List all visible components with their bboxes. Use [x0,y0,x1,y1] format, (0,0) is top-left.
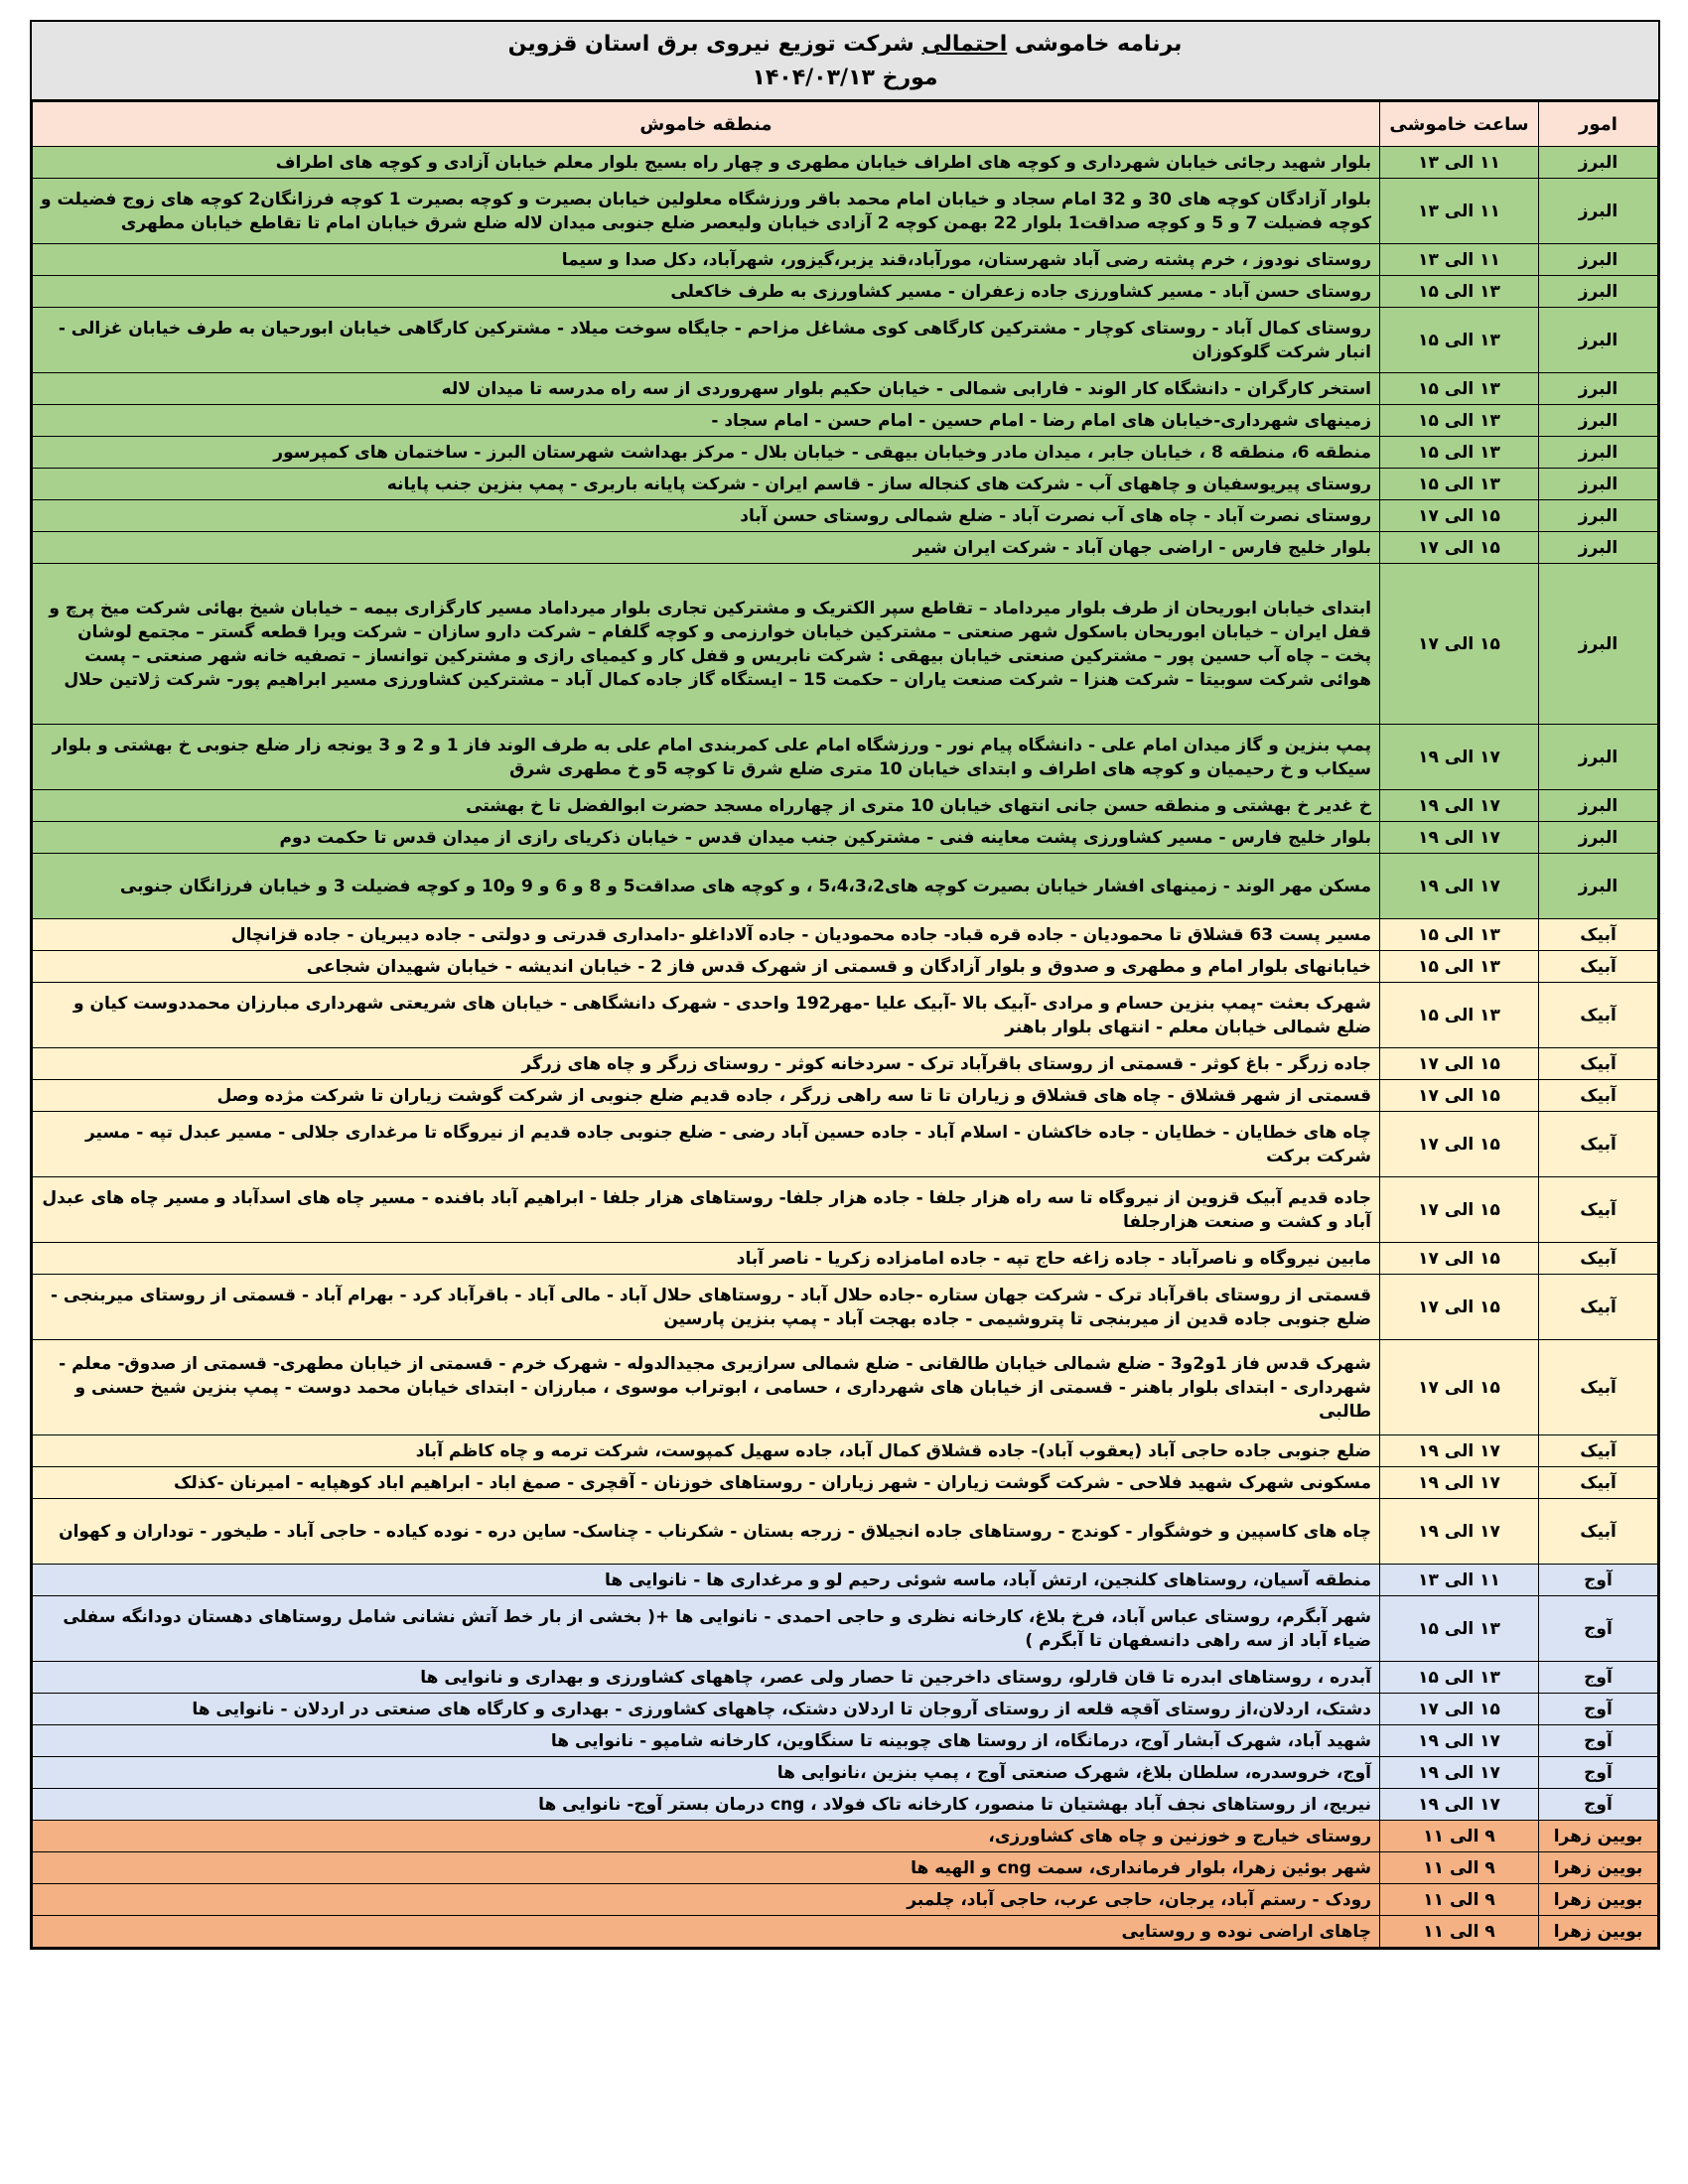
table-row [33,1821,1658,1852]
hours-cell: ۱۳ الی ۱۵ [1380,469,1539,500]
table-header-row [33,102,1658,147]
table-row [33,1884,1658,1916]
area-cell: رودک - رستم آباد، یرجان، حاجی عرب، حاجی آباد، چلمبر [33,1884,1380,1916]
hours-cell: ۹ الی ۱۱ [1380,1916,1539,1948]
table-row [33,1852,1658,1884]
area-cell: پمپ بنزین و گاز میدان امام علی - دانشگاه پیام نور - ورزشگاه امام علی کمربندی امام علی به طرف الوند فاز 1 و 2 و 3 یونجه زار ضلع جنوبی خ بهشتی و بلوار سیکاب و خ رحیمیان و کوچه های اطراف و ابتدای خیابان 10 متری ضلع شرق تا کوچه 5و خ مطهری شرق [33,725,1380,790]
division-cell: البرز [1539,405,1658,437]
area-cell: ضلع جنوبی جاده حاجی آباد (یعقوب آباد)- جاده قشلاق کمال آباد، جاده سهیل کمپوست، شرکت ترمه و چاه کاظم آباد [33,1435,1380,1467]
hours-cell: ۹ الی ۱۱ [1380,1852,1539,1884]
hours-cell: ۱۵ الی ۱۷ [1380,1048,1539,1080]
hours-cell: ۱۵ الی ۱۷ [1380,1694,1539,1725]
table-row [33,1694,1658,1725]
hours-cell: ۱۵ الی ۱۷ [1380,1112,1539,1177]
title-block [32,22,1658,101]
division-cell: البرز [1539,822,1658,854]
table-row [33,790,1658,822]
area-cell: ابتدای خیابان ابوریحان از طرف بلوار میرداماد – تقاطع سپر الکتریک و مشترکین تجاری بلوار میرداماد مسیر کارگزاری بیمه – خیابان شیخ بهائی شرکت میخ پرچ و قفل ایران – خیابان ابوریحان باسکول شهر صنعتی – مشترکین خیابان خوارزمی و کوچه گلفام – شرکت دارو سازان – شرکت ویرا قطعه گستر – مجتمع لوشان پخت – چاه آب حسین پور – مشترکین صنعتی خیابان بیهقی : شرکت نابریس و قفل کار و کیمیای رازی و مشترکین توانساز – تصفیه خانه شهر صنعتی – پست هوائی شرکت سوبیتا – شرکت هنزا – شرکت صنعت یاران – حکمت 15 – ایستگاه گاز جاده کمال آباد – مشترکین کشاورزی مسیر ابراهیم پور- شرکت ژلاتین حلال [33,564,1380,725]
area-cell: شهید آباد، شهرک آبشار آوج، درمانگاه، از روستا های چوبینه تا سنگاوین، کارخانه شامپو - نانوایی ها [33,1725,1380,1757]
division-cell: البرز [1539,500,1658,532]
outage-table [32,101,1658,1948]
hours-cell: ۱۳ الی ۱۵ [1380,983,1539,1048]
date-line [32,62,1658,95]
area-cell: چاه های خطایان - خطایان - جاده خاکشان - اسلام آباد - جاده حسین آباد رضی - ضلع جنوبی جاده قدیم از نیروگاه تا مرغداری جلالی - مسیر عبدل تپه - مسیر شرکت برکت [33,1112,1380,1177]
table-row [33,1435,1658,1467]
area-cell: جاده قدیم آبیک قزوین از نیروگاه تا سه راه هزار جلفا - جاده هزار جلفا- روستاهای هزار جلفا - ابراهیم آباد بافنده - مسیر چاه های اسدآباد و مسیر چاه های عبدل آباد و کشت و صنعت هزارجلفا [33,1177,1380,1243]
area-cell: نیریج، از روستاهای نجف آباد بهشتیان تا منصور، کارخانه تاک فولاد ، cng درمان بستر آوج- نانوایی ها [33,1789,1380,1821]
area-cell: منطقه آسیان، روستاهای کلنجین، ارتش آباد، ماسه شوئی رحیم لو و مرغداری ها - نانوایی ها [33,1565,1380,1596]
hours-cell: ۱۷ الی ۱۹ [1380,1789,1539,1821]
area-cell: چاهای اراضی نوده و روستایی [33,1916,1380,1948]
area-cell: بلوار آزادگان کوچه های 30 و 32 امام سجاد و خیابان امام محمد باقر ورزشگاه معلولین خیابان بصیرت و کوچه بصیرت 1 کوچه فرزانگان2 کوچه های زوج فضیلت و کوچه فضیلت 7 و 5 و کوچه صداقت1 بلوار 22 بهمن کوچه 2 آزادی خیابان ولیعصر ضلع جنوبی میدان لاله ضلع شرق خیابان امام تا تقاطع خیابان مطهری [33,179,1380,244]
table-row [33,469,1658,500]
table-row [33,532,1658,564]
hours-cell: ۱۳ الی ۱۵ [1380,437,1539,469]
table-row [33,725,1658,790]
table-row [33,308,1658,373]
area-cell: بلوار خلیج فارس - مسیر کشاورزی پشت معاینه فنی - مشترکین جنب میدان قدس - خیابان ذکریای رازی از میدان قدس تا حکمت دوم [33,822,1380,854]
area-cell: استخر کارگران - دانشگاه کار الوند - فارابی شمالی - خیابان حکیم بلوار سهروردی از سه راه مدرسه تا میدان لاله [33,373,1380,405]
division-cell: البرز [1539,373,1658,405]
hours-cell: ۱۱ الی ۱۳ [1380,147,1539,179]
area-cell: بلوار خلیج فارس - اراضی جهان آباد - شرکت ایران شیر [33,532,1380,564]
division-cell: البرز [1539,437,1658,469]
division-cell: البرز [1539,725,1658,790]
hours-cell: ۱۵ الی ۱۷ [1380,532,1539,564]
division-cell: البرز [1539,564,1658,725]
division-cell: آبیک [1539,1467,1658,1499]
hours-cell: ۱۷ الی ۱۹ [1380,822,1539,854]
hours-cell: ۱۳ الی ۱۵ [1380,1596,1539,1662]
table-row [33,1243,1658,1275]
column-header-hours: ساعت خاموشی [1380,102,1539,147]
area-cell: روستای نصرت آباد - چاه های آب نصرت آباد - ضلع شمالی روستای حسن آباد [33,500,1380,532]
table-row [33,437,1658,469]
table-row [33,1789,1658,1821]
hours-cell: ۱۵ الی ۱۷ [1380,1177,1539,1243]
division-cell: آبیک [1539,1048,1658,1080]
column-header-area: منطقه خاموش [33,102,1380,147]
table-row [33,564,1658,725]
hours-cell: ۱۷ الی ۱۹ [1380,1467,1539,1499]
area-cell: روستای کمال آباد - روستای کوچار - مشترکین کارگاهی کوی مشاغل مزاحم - جایگاه سوخت میلاد - مشترکین کارگاهی خیابان ابورحیان به طرف خیابان غزالی - انبار شرکت گلوکوزان [33,308,1380,373]
table-row [33,1467,1658,1499]
area-cell: شهر بوئین زهرا، بلوار فرمانداری، سمت cng و الهیه ها [33,1852,1380,1884]
table-row [33,244,1658,276]
hours-cell: ۱۷ الی ۱۹ [1380,790,1539,822]
division-cell: آبیک [1539,1112,1658,1177]
table-row [33,1916,1658,1948]
area-cell: شهرک بعثت -پمپ بنزین حسام و مرادی -آبیک بالا -آبیک علیا -مهر192 واحدی - شهرک دانشگاهی - خیابان های شریعتی شهرداری مبارزان محمددوست کیان و ضلع شمالی خیابان معلم - انتهای بلوار باهنر [33,983,1380,1048]
table-row [33,373,1658,405]
table-body [33,147,1658,1948]
area-cell: روستای پیریوسفیان و چاههای آب - شرکت های کنجاله ساز - قاسم ایران - شرکت پایانه باربری - پمپ بنزین جنب پایانه [33,469,1380,500]
hours-cell: ۱۱ الی ۱۳ [1380,244,1539,276]
table-row [33,1112,1658,1177]
division-cell: البرز [1539,532,1658,564]
hours-cell: ۱۷ الی ۱۹ [1380,1725,1539,1757]
hours-cell: ۱۳ الی ۱۵ [1380,373,1539,405]
division-cell: بویین زهرا [1539,1821,1658,1852]
table-row [33,983,1658,1048]
area-cell: قسمتی از روستای باقرآباد ترک - شرکت جهان ستاره -جاده حلال آباد - روستاهای حلال آباد - مالی آباد - باقرآباد کرد - بهرام آباد - قسمتی از روستای میربنجی - ضلع جنوبی جاده قدین از میربنجی تا پتروشیمی - جاده بهجت آباد - پمپ بنزین پارسین [33,1275,1380,1340]
hours-cell: ۱۱ الی ۱۳ [1380,1565,1539,1596]
division-cell: آوج [1539,1789,1658,1821]
hours-cell: ۱۱ الی ۱۳ [1380,179,1539,244]
area-cell: جاده زرگر - باغ کوثر - قسمتی از روستای باقرآباد ترک - سردخانه کوثر - روستای زرگر و چاه های زرگر [33,1048,1380,1080]
area-cell: منطقه 6، منطقه 8 ، خیابان جابر ، میدان مادر وخیابان بیهقی - خیابان بلال - مرکز بهداشت شهرستان البرز - ساختمان های کمپرسور [33,437,1380,469]
table-row [33,1499,1658,1565]
division-cell: البرز [1539,854,1658,919]
table-row [33,822,1658,854]
division-cell: آبیک [1539,1177,1658,1243]
hours-cell: ۱۳ الی ۱۵ [1380,1662,1539,1694]
table-row [33,500,1658,532]
area-cell: مسکونی شهرک شهید فلاحی - شرکت گوشت زیاران - شهر زیاران - روستاهای خوزنان - آقچری - صمغ اباد - ابراهیم اباد کوهپایه - امیرنان -کذلک [33,1467,1380,1499]
hours-cell: ۱۳ الی ۱۵ [1380,951,1539,983]
hours-cell: ۱۵ الی ۱۷ [1380,1340,1539,1435]
hours-cell: ۱۵ الی ۱۷ [1380,1275,1539,1340]
division-cell: البرز [1539,469,1658,500]
table-row [33,919,1658,951]
title-before: برنامه خاموشی [1014,32,1183,57]
table-row [33,1275,1658,1340]
division-cell: البرز [1539,308,1658,373]
table-row [33,1596,1658,1662]
hours-cell: ۱۳ الی ۱۵ [1380,919,1539,951]
area-cell: مابین نیروگاه و ناصرآباد - جاده زاغه حاج تپه - جاده امامزاده زکریا - ناصر آباد [33,1243,1380,1275]
division-cell: آبیک [1539,1080,1658,1112]
hours-cell: ۱۷ الی ۱۹ [1380,1499,1539,1565]
hours-cell: ۱۷ الی ۱۹ [1380,725,1539,790]
division-cell: البرز [1539,244,1658,276]
division-cell: البرز [1539,790,1658,822]
division-cell: آوج [1539,1757,1658,1789]
division-cell: آبیک [1539,983,1658,1048]
table-row [33,1048,1658,1080]
hours-cell: ۱۳ الی ۱۵ [1380,276,1539,308]
division-cell: آبیک [1539,1435,1658,1467]
hours-cell: ۱۷ الی ۱۹ [1380,1435,1539,1467]
table-row [33,1080,1658,1112]
area-cell: آوج، خروسدره، سلطان بلاغ، شهرک صنعتی آوج ، پمپ بنزین ،نانوایی ها [33,1757,1380,1789]
table-row [33,1340,1658,1435]
hours-cell: ۱۷ الی ۱۹ [1380,1757,1539,1789]
division-cell: البرز [1539,179,1658,244]
division-cell: آبیک [1539,1499,1658,1565]
area-cell: روستای حسن آباد - مسیر کشاورزی جاده زعفران - مسیر کشاورزی به طرف خاکعلی [33,276,1380,308]
division-cell: البرز [1539,276,1658,308]
table-row [33,405,1658,437]
hours-cell: ۱۷ الی ۱۹ [1380,854,1539,919]
outage-schedule-sheet [30,20,1660,1950]
hours-cell: ۱۵ الی ۱۷ [1380,1080,1539,1112]
area-cell: شهر آبگرم، روستای عباس آباد، فرخ بلاغ، کارخانه نظری و حاجی احمدی - نانوایی ها +( بخشی از بار خط آتش نشانی شامل روستاهای دهستان دودانگه سفلی ضیاء آباد از سه راهی دانسفهان تا آبگرم ) [33,1596,1380,1662]
division-cell: آوج [1539,1662,1658,1694]
hours-cell: ۱۵ الی ۱۷ [1380,500,1539,532]
area-cell: خیابانهای بلوار امام و مطهری و صدوق و بلوار آزادگان و قسمتی از شهرک قدس فاز 2 - خیابان اندیشه - خیابان شهیدان شجاعی [33,951,1380,983]
column-header-division: امور [1539,102,1658,147]
table-row [33,276,1658,308]
division-cell: بویین زهرا [1539,1884,1658,1916]
area-cell: آبدره ، روستاهای ابدره تا قان قارلو، روستای داخرجین تا حصار ولی عصر، چاههای کشاورزی و بهداری و نانوایی ها [33,1662,1380,1694]
table-row [33,147,1658,179]
date-value: ۱۴۰۴/۰۳/۱۳ [752,66,875,90]
date-label: مورخ [882,66,938,90]
division-cell: آبیک [1539,919,1658,951]
table-row [33,951,1658,983]
table-row [33,179,1658,244]
table-row [33,854,1658,919]
division-cell: آوج [1539,1596,1658,1662]
division-cell: البرز [1539,147,1658,179]
hours-cell: ۱۳ الی ۱۵ [1380,308,1539,373]
area-cell: زمینهای شهرداری-خیابان های امام رضا - امام حسین - امام حسن - امام سجاد - [33,405,1380,437]
title-after: شرکت توزیع نیروی برق استان قزوین [507,32,914,57]
table-row [33,1725,1658,1757]
division-cell: آبیک [1539,1340,1658,1435]
division-cell: آوج [1539,1565,1658,1596]
area-cell: قسمتی از شهر قشلاق - چاه های قشلاق و زیاران تا تا سه راهی زرگر ، جاده قدیم ضلع جنوبی از شرکت گوشت زیاران تا شرکت مژده وصل [33,1080,1380,1112]
hours-cell: ۹ الی ۱۱ [1380,1884,1539,1916]
division-cell: آبیک [1539,1243,1658,1275]
table-row [33,1177,1658,1243]
area-cell: روستای خیارج و خوزنین و چاه های کشاورزی، [33,1821,1380,1852]
division-cell: بویین زهرا [1539,1916,1658,1948]
page-title [32,28,1658,62]
table-row [33,1565,1658,1596]
hours-cell: ۱۵ الی ۱۷ [1380,564,1539,725]
division-cell: آبیک [1539,1275,1658,1340]
hours-cell: ۱۵ الی ۱۷ [1380,1243,1539,1275]
area-cell: بلوار شهید رجائی خیابان شهرداری و کوچه های اطراف خیابان مطهری و چهار راه بسیج بلوار معلم خیابان آزادی و کوچه های اطراف [33,147,1380,179]
division-cell: بویین زهرا [1539,1852,1658,1884]
table-row [33,1662,1658,1694]
area-cell: مسکن مهر الوند - زمینهای افشار خیابان بصیرت کوچه های5،4،3،2 ، و کوچه های صداقت5 و 8 و 6 و 9 و10 و کوچه فضیلت 3 و خیابان فرزانگان جنوبی [33,854,1380,919]
area-cell: چاه های کاسپین و خوشگوار - کوندج - روستاهای جاده انجیلاق - زرجه بستان - شکرناب - چناسک- ساین دره - نوده کیاده - حاجی آباد - طیخور - توداران و کهوان [33,1499,1380,1565]
area-cell: دشتک، اردلان،از روستای آقچه قلعه از روستای آروجان تا اردلان دشتک، چاههای کشاورزی - بهداری و کارگاه های صنعتی در اردلان - نانوایی ها [33,1694,1380,1725]
area-cell: خ غدیر خ بهشتی و منطقه حسن جانی انتهای خیابان 10 متری از چهارراه مسجد حضرت ابوالفضل تا خ بهشتی [33,790,1380,822]
division-cell: آوج [1539,1694,1658,1725]
division-cell: آوج [1539,1725,1658,1757]
hours-cell: ۱۳ الی ۱۵ [1380,405,1539,437]
area-cell: مسیر پست 63 قشلاق تا محمودیان - جاده قره قباد- جاده محمودیان - جاده آلاداغلو -دامداری قدرتی و دولتی - جاده دیبریان - جاده قزانچال [33,919,1380,951]
area-cell: شهرک قدس فاز 1و2و3 - ضلع شمالی خیابان طالقانی - ضلع شمالی سرازیری مجیدالدوله - شهرک خرم - قسمتی از خیابان مطهری- قسمتی از صدوق- معلم - شهرداری - ابتدای بلوار باهنر - قسمتی از خیابان های شهرداری ، حسامی ، ابوتراب موسوی ، مبارزان - ابتدای خیابان محمد دوست - پمپ بنزین شیخ حسنی و طالبی [33,1340,1380,1435]
division-cell: آبیک [1539,951,1658,983]
hours-cell: ۹ الی ۱۱ [1380,1821,1539,1852]
area-cell: روستای نودوز ، خرم پشته رضی آباد شهرستان، مورآباد،قند یزبر،گیزور، شهرآباد، دکل صدا و سیما [33,244,1380,276]
title-emphasis: احتمالی [921,32,1008,57]
table-row [33,1757,1658,1789]
